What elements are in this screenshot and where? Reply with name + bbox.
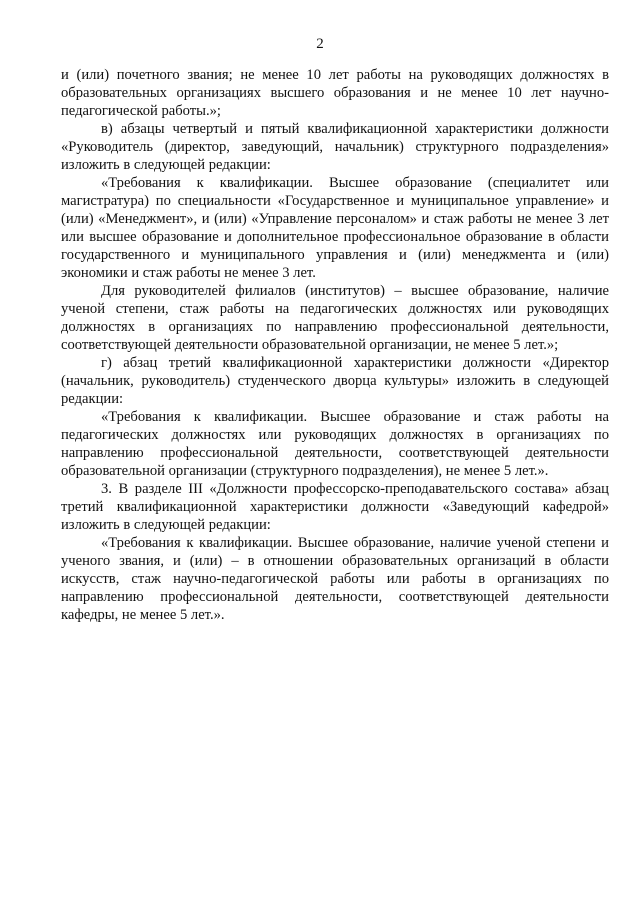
document-body bbox=[61, 66, 609, 624]
paragraph-4-branch-heads: Для руководителей филиалов (институтов) – высшее образование, наличие ученой степени, стаж работы на педагогических должностях или руководящих должностях в организациях по направлению профессиональной деятельности, соответствующей деятельности образовательной организации, не менее 5 лет.»; bbox=[61, 283, 609, 353]
paragraph-3-requirements-manager: «Требования к квалификации. Высшее образование (специалитет или магистратура) по специальности «Государственное и муниципальное управление» и (или) «Менеджмент», и (или) «Управление персоналом» и стаж работы не менее 3 лет или высшее образование и дополнительное профессиональное образование в области государственного и муниципального управления и (или) менеджмента и (или) экономики и стаж работы не менее 3 лет. bbox=[61, 175, 609, 281]
paragraph-5-item-g: г) абзац третий квалификационной характеристики должности «Директор (начальник, руководитель) студенческого дворца культуры» изложить в следующей редакции: bbox=[61, 355, 609, 407]
page-number: 2 bbox=[316, 36, 324, 52]
paragraph-6-requirements-director: «Требования к квалификации. Высшее образование и стаж работы на педагогических должностях или руководящих должностях в организациях по направлению профессиональной деятельности, соответствующей деятельности образовательной организации (структурного подразделения), не менее 5 лет.». bbox=[61, 409, 609, 479]
paragraph-1-continuation: и (или) почетного звания; не менее 10 лет работы на руководящих должностях в образовательных организациях высшего образования и не менее 10 лет научно-педагогической работы.»; bbox=[61, 67, 609, 119]
paragraph-2-item-v: в) абзацы четвертый и пятый квалификационной характеристики должности «Руководитель (директор, заведующий, начальник) структурного подразделения» изложить в следующей редакции: bbox=[61, 121, 609, 173]
paragraph-8-requirements-head-of-department: «Требования к квалификации. Высшее образование, наличие ученой степени и ученого звания, и (или) – в отношении образовательных организаций в области искусств, стаж научно-педагогической работы или работы в организациях по направлению профессиональной деятельности, соответствующей деятельности кафедры, не менее 5 лет.». bbox=[61, 535, 609, 623]
paragraph-7-section-3: 3. В разделе III «Должности профессорско-преподавательского состава» абзац третий квалификационной характеристики должности «Заведующий кафедрой» изложить в следующей редакции: bbox=[61, 481, 609, 533]
